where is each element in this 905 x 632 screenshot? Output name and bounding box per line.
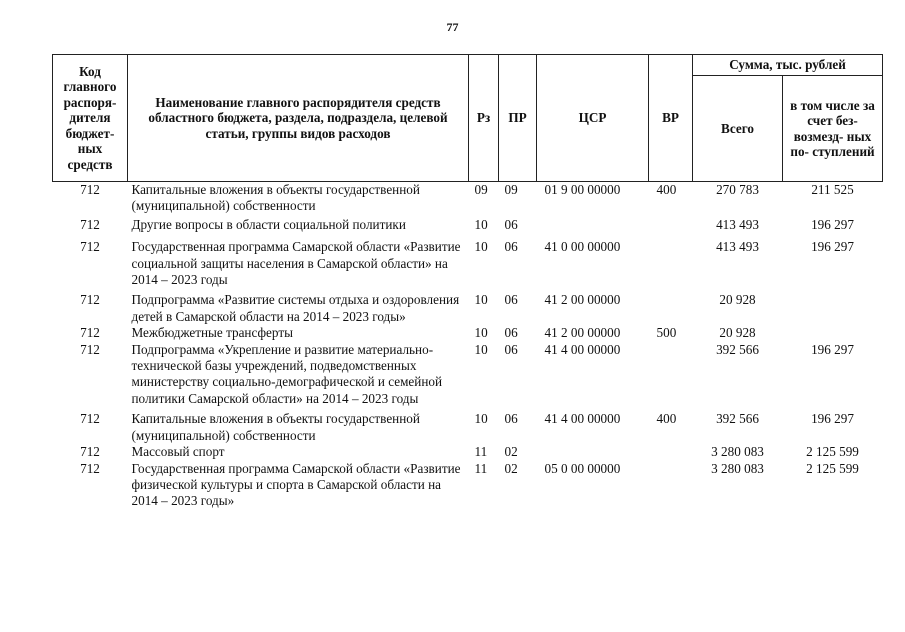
cell-name: Капитальные вложения в объекты государственной (муниципальной) собственности bbox=[131, 182, 420, 214]
cell-total: 392 566 bbox=[716, 411, 759, 427]
cell-grants: 196 297 bbox=[811, 411, 854, 427]
header-grants: в том числе за счет без- возмезд- ных по- ступлений bbox=[783, 76, 883, 182]
cell-code: 712 bbox=[80, 444, 100, 460]
cell-rz: 10 bbox=[474, 292, 488, 308]
cell-rz: 10 bbox=[474, 239, 488, 255]
cell-pr: 02 bbox=[504, 460, 518, 476]
cell-vr bbox=[649, 444, 693, 460]
cell-rz: 10 bbox=[474, 341, 488, 357]
cell-vr: 500 bbox=[656, 325, 677, 341]
cell-rz: 10 bbox=[474, 325, 488, 341]
header-csr: ЦСР bbox=[537, 55, 649, 182]
cell-total: 3 280 083 bbox=[711, 444, 764, 460]
cell-rz: 09 bbox=[474, 182, 488, 197]
cell-grants: 2 125 599 bbox=[806, 444, 859, 460]
header-name: Наименование главного распорядителя средств областного бюджета, раздела, подраздела, целевой статьи, группы видов расходов bbox=[128, 55, 469, 182]
table-row bbox=[53, 325, 883, 341]
cell-grants: 196 297 bbox=[811, 216, 854, 232]
cell-code: 712 bbox=[80, 182, 100, 197]
page-number: 77 bbox=[446, 20, 459, 34]
cell-total: 413 493 bbox=[716, 216, 759, 232]
cell-name: Подпрограмма «Укрепление и развитие материально-технической базы учреждений, подведомственных министерству социально-демографической и семейной политики Самарской области» на 2014 – 2023 годы bbox=[131, 341, 443, 406]
cell-name: Межбюджетные трансферты bbox=[131, 325, 293, 341]
header-vr: ВР bbox=[649, 55, 693, 182]
cell-csr bbox=[537, 215, 649, 233]
table-row bbox=[53, 342, 883, 408]
cell-total: 413 493 bbox=[716, 239, 759, 255]
cell-pr: 06 bbox=[504, 239, 518, 255]
cell-vr bbox=[649, 288, 693, 325]
cell-code: 712 bbox=[80, 411, 100, 427]
budget-table bbox=[52, 54, 883, 510]
header-pr: ПР bbox=[499, 55, 537, 182]
cell-vr bbox=[649, 461, 693, 510]
cell-grants: 196 297 bbox=[811, 341, 854, 357]
table-row bbox=[53, 461, 883, 510]
cell-name: Другие вопросы в области социальной политики bbox=[131, 216, 406, 232]
cell-total: 3 280 083 bbox=[711, 460, 764, 476]
cell-code: 712 bbox=[80, 292, 100, 308]
cell-csr bbox=[537, 444, 649, 460]
cell-pr: 06 bbox=[504, 216, 518, 232]
cell-csr: 05 0 00 00000 bbox=[544, 460, 621, 476]
cell-total: 20 928 bbox=[719, 325, 756, 341]
cell-csr: 41 2 00 00000 bbox=[544, 325, 621, 341]
cell-pr: 02 bbox=[504, 444, 518, 460]
cell-vr bbox=[649, 233, 693, 288]
cell-vr: 400 bbox=[656, 411, 677, 427]
cell-csr: 41 0 00 00000 bbox=[544, 239, 621, 255]
cell-rz: 10 bbox=[474, 216, 488, 232]
cell-csr: 41 4 00 00000 bbox=[544, 411, 621, 427]
cell-grants: 211 525 bbox=[811, 182, 854, 197]
cell-pr: 06 bbox=[504, 292, 518, 308]
cell-grants: 2 125 599 bbox=[806, 460, 859, 476]
cell-vr bbox=[649, 215, 693, 233]
cell-code: 712 bbox=[80, 216, 100, 232]
cell-csr: 01 9 00 00000 bbox=[544, 182, 621, 197]
table-body bbox=[53, 182, 883, 510]
cell-name: Подпрограмма «Развитие системы отдыха и оздоровления детей в Самарской области на 2014 – 2023 годы» bbox=[131, 292, 460, 324]
cell-vr bbox=[649, 342, 693, 408]
cell-name: Государственная программа Самарской области «Развитие социальной защиты населения в Самарской области» на 2014 – 2023 годы bbox=[131, 239, 461, 288]
table-row bbox=[53, 215, 883, 233]
table-row bbox=[53, 407, 883, 444]
table-row bbox=[53, 182, 883, 215]
cell-grants bbox=[783, 288, 883, 325]
header-total: Всего bbox=[693, 76, 783, 182]
table-row bbox=[53, 288, 883, 325]
header-code: Код главного распоря- дителя бюджет- ных средств bbox=[53, 55, 128, 182]
cell-name: Капитальные вложения в объекты государственной (муниципальной) собственности bbox=[131, 411, 420, 443]
table-header bbox=[53, 55, 883, 182]
cell-total: 392 566 bbox=[716, 341, 759, 357]
cell-csr: 41 4 00 00000 bbox=[544, 341, 621, 357]
cell-name: Массовый спорт bbox=[131, 444, 225, 460]
cell-rz: 11 bbox=[474, 460, 488, 476]
cell-total: 270 783 bbox=[716, 182, 759, 197]
cell-rz: 10 bbox=[474, 411, 488, 427]
header-rz: Рз bbox=[469, 55, 499, 182]
cell-rz: 11 bbox=[474, 444, 488, 460]
cell-csr: 41 2 00 00000 bbox=[544, 292, 621, 308]
table-row bbox=[53, 233, 883, 288]
cell-pr: 06 bbox=[504, 325, 518, 341]
table-row bbox=[53, 444, 883, 460]
cell-code: 712 bbox=[80, 460, 100, 476]
cell-code: 712 bbox=[80, 325, 100, 341]
cell-pr: 06 bbox=[504, 341, 518, 357]
cell-pr: 09 bbox=[504, 182, 518, 197]
header-sum: Сумма, тыс. рублей bbox=[693, 55, 883, 76]
cell-vr: 400 bbox=[656, 182, 677, 197]
cell-pr: 06 bbox=[504, 411, 518, 427]
cell-code: 712 bbox=[80, 239, 100, 255]
cell-code: 712 bbox=[80, 341, 100, 357]
cell-total: 20 928 bbox=[719, 292, 756, 308]
cell-name: Государственная программа Самарской области «Развитие физической культуры и спорта в Самарской области на 2014 – 2023 годы» bbox=[131, 460, 461, 509]
cell-grants bbox=[783, 325, 883, 341]
cell-grants: 196 297 bbox=[811, 239, 854, 255]
